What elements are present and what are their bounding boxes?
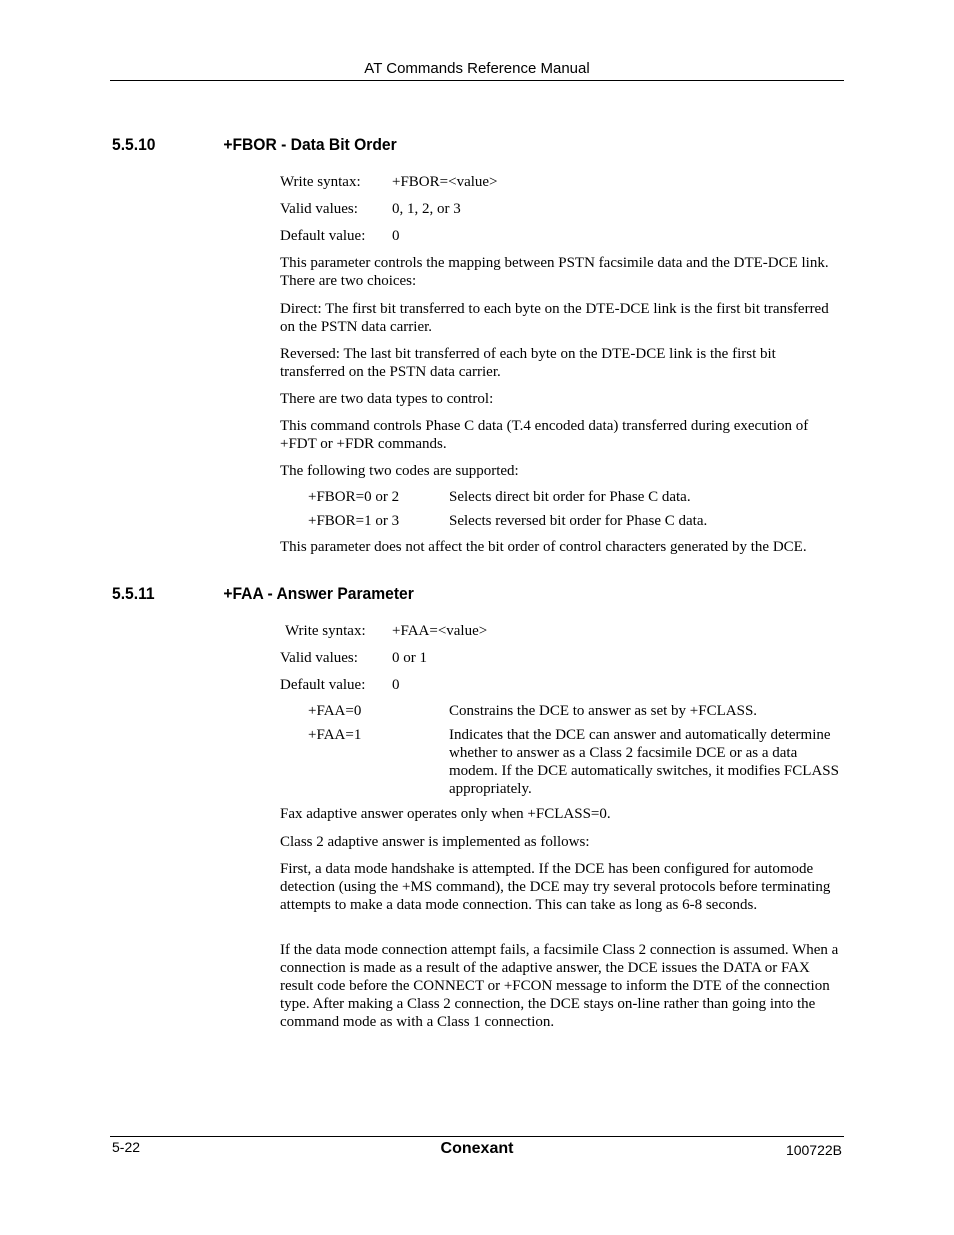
section-heading-faa: [112, 584, 414, 604]
write-syntax-label: Write syntax:: [285, 623, 366, 639]
default-value-label: Default value:: [280, 677, 366, 693]
code-description: Indicates that the DCE can answer and automatically determine whether to answer as a Class 2 facsimile DCE or as a data modem. If the DCE automatically switches, it modifies FCLASS appropriately.: [449, 727, 839, 797]
default-value-value: 0: [392, 677, 400, 693]
valid-values-value: 0 or 1: [392, 650, 427, 666]
running-header: AT Commands Reference Manual: [364, 60, 590, 77]
write-syntax-value: +FAA=<value>: [392, 623, 488, 639]
section-heading-fbor: [112, 135, 397, 155]
code-value: +FBOR=1 or 3: [308, 513, 400, 529]
footer-rule: [110, 1136, 844, 1137]
paragraph: First, a data mode handshake is attempted. If the DCE has been configured for automode detection (using the +MS command), the DCE may try several protocols before terminating attempts to make a data mode connection. This can take as long as 6-8 seconds.: [280, 861, 831, 913]
paragraph: The following two codes are supported:: [280, 463, 519, 479]
code-value: +FAA=0: [308, 703, 362, 719]
valid-values-value: 0, 1, 2, or 3: [392, 201, 461, 217]
code-description: Constrains the DCE to answer as set by +FCLASS.: [449, 703, 758, 719]
write-syntax-label: Write syntax:: [280, 174, 361, 190]
section-number: 5.5.11: [112, 584, 155, 603]
company-name: Conexant: [440, 1140, 514, 1157]
valid-values-label: Valid values:: [280, 201, 358, 217]
code-description: Selects reversed bit order for Phase C data.: [449, 513, 708, 529]
section-number: 5.5.10: [112, 135, 156, 154]
paragraph: Class 2 adaptive answer is implemented as follows:: [280, 834, 590, 850]
paragraph: There are two data types to control:: [280, 391, 494, 407]
code-description: Selects direct bit order for Phase C data.: [449, 489, 691, 505]
paragraph: Reversed: The last bit transferred of each byte on the DTE-DCE link is the first bit transferred on the PSTN data carrier.: [280, 346, 776, 380]
write-syntax-value: +FBOR=<value>: [392, 174, 498, 190]
paragraph: This parameter does not affect the bit order of control characters generated by the DCE.: [280, 539, 807, 555]
paragraph: This parameter controls the mapping between PSTN facsimile data and the DTE-DCE link. There are two choices:: [280, 255, 829, 289]
page-number: 5-22: [112, 1139, 141, 1155]
code-value: +FAA=1: [308, 727, 362, 743]
default-value-value: 0: [392, 228, 400, 244]
paragraph: If the data mode connection attempt fails, a facsimile Class 2 connection is assumed. When a connection is made as a result of the adaptive answer, the DCE issues the DATA or FAX result code before the CONNECT or +FCON message to inform the DTE of the connection type. After making a Class 2 connection, the DCE stays on-line rather than going into the command mode as with a Class 1 connection.: [280, 942, 839, 1030]
section-title: +FBOR - Data Bit Order: [223, 135, 397, 154]
valid-values-label: Valid values:: [280, 650, 358, 666]
header-rule: [110, 80, 844, 81]
document-number: 100722B: [785, 1142, 842, 1158]
code-value: +FBOR=0 or 2: [308, 489, 400, 505]
paragraph: This command controls Phase C data (T.4 encoded data) transferred during execution of +FDT or +FDR commands.: [280, 418, 809, 452]
section-title: +FAA - Answer Parameter: [223, 584, 414, 603]
paragraph: Fax adaptive answer operates only when +FCLASS=0.: [280, 806, 611, 822]
paragraph: Direct: The first bit transferred to each byte on the DTE-DCE link is the first bit transferred on the PSTN data carrier.: [280, 301, 829, 335]
default-value-label: Default value:: [280, 228, 366, 244]
